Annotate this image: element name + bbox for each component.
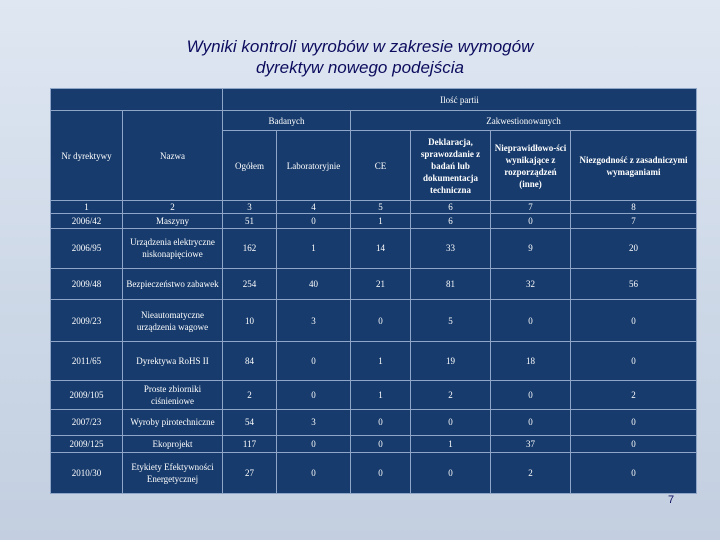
header-ilosc-partii: Ilość partii [223, 89, 697, 111]
cell-nr-dyrektywy: 2011/65 [51, 341, 123, 380]
cell-laboratoryjnie: 40 [277, 268, 351, 300]
cell-ce: 0 [351, 300, 411, 341]
cell-nazwa: Proste zbiorniki ciśnieniowe [123, 380, 223, 409]
cell-nieprawidlowosci: 0 [491, 214, 571, 229]
cell-deklaracja: 1 [411, 436, 491, 452]
cell-ce: 1 [351, 341, 411, 380]
table-row [51, 268, 697, 300]
header-badanych: Badanych [223, 111, 351, 131]
cell-ce: 0 [351, 409, 411, 436]
cell-nazwa: Nieautomatyczne urządzenia wagowe [123, 300, 223, 341]
cell-ogolem: 84 [223, 341, 277, 380]
cell-nazwa: Bezpieczeństwo zabawek [123, 268, 223, 300]
table-row [51, 380, 697, 409]
cell-niezgodnosc: 20 [571, 229, 697, 268]
cell-deklaracja: 0 [411, 409, 491, 436]
cell-niezgodnosc: 0 [571, 341, 697, 380]
cell-niezgodnosc: 2 [571, 380, 697, 409]
header-laboratoryjnie: Laboratoryjnie [277, 131, 351, 201]
cell-deklaracja: 81 [411, 268, 491, 300]
cell-ogolem: 51 [223, 214, 277, 229]
cell-ogolem: 254 [223, 268, 277, 300]
header-nazwa: Nazwa [123, 111, 223, 201]
cell-laboratoryjnie: 0 [277, 436, 351, 452]
cell-ogolem: 117 [223, 436, 277, 452]
cell-ce: 0 [351, 452, 411, 493]
table-row [51, 214, 697, 229]
table-row [51, 409, 697, 436]
cell-nr-dyrektywy: 2009/23 [51, 300, 123, 341]
cell-nieprawidlowosci: 0 [491, 409, 571, 436]
header-empty-cell [51, 89, 223, 111]
slide-title [60, 36, 660, 78]
cell-laboratoryjnie: 3 [277, 409, 351, 436]
header-deklaracja: Deklaracja, sprawozdanie z badań lub dokumentacja techniczna [411, 131, 491, 201]
cell-nazwa: Dyrektywa RoHS II [123, 341, 223, 380]
cell-ce: 1 [351, 214, 411, 229]
cell-nr-dyrektywy: 2006/42 [51, 214, 123, 229]
cell-niezgodnosc: 7 [571, 214, 697, 229]
cell-ogolem: 54 [223, 409, 277, 436]
cell-niezgodnosc: 0 [571, 409, 697, 436]
header-niezgodnosc: Niezgodność z zasadniczymi wymaganiami [571, 131, 697, 201]
cell-nieprawidlowosci: 9 [491, 229, 571, 268]
cell-nazwa: Urządzenia elektryczne niskonapięciowe [123, 229, 223, 268]
header-nieprawidlowosci: Nieprawidłowo-ści wynikające z rozporządzeń (inne) [491, 131, 571, 201]
cell-niezgodnosc: 0 [571, 300, 697, 341]
column-number: 5 [351, 201, 411, 214]
cell-nazwa: Ekoprojekt [123, 436, 223, 452]
cell-nr-dyrektywy: 2009/105 [51, 380, 123, 409]
header-ce: CE [351, 131, 411, 201]
cell-laboratoryjnie: 0 [277, 214, 351, 229]
header-zakwestionowanych: Zakwestionowanych [351, 111, 697, 131]
cell-deklaracja: 33 [411, 229, 491, 268]
cell-niezgodnosc: 56 [571, 268, 697, 300]
cell-nieprawidlowosci: 37 [491, 436, 571, 452]
table-row [51, 452, 697, 493]
cell-laboratoryjnie: 0 [277, 380, 351, 409]
cell-laboratoryjnie: 0 [277, 452, 351, 493]
column-number: 8 [571, 201, 697, 214]
cell-nr-dyrektywy: 2010/30 [51, 452, 123, 493]
table-row [51, 341, 697, 380]
cell-nieprawidlowosci: 0 [491, 300, 571, 341]
table-row [51, 436, 697, 452]
table-row [51, 229, 697, 268]
cell-laboratoryjnie: 0 [277, 341, 351, 380]
cell-nr-dyrektywy: 2009/48 [51, 268, 123, 300]
cell-deklaracja: 5 [411, 300, 491, 341]
header-row-1 [51, 89, 697, 111]
header-ogolem: Ogółem [223, 131, 277, 201]
cell-deklaracja: 0 [411, 452, 491, 493]
column-number: 6 [411, 201, 491, 214]
cell-laboratoryjnie: 3 [277, 300, 351, 341]
column-number: 1 [51, 201, 123, 214]
slide-title-line-2: dyrektyw nowego podejścia [256, 58, 464, 77]
cell-ce: 0 [351, 436, 411, 452]
inspection-results-table [50, 88, 697, 494]
column-number: 7 [491, 201, 571, 214]
cell-ogolem: 2 [223, 380, 277, 409]
cell-laboratoryjnie: 1 [277, 229, 351, 268]
cell-nr-dyrektywy: 2007/23 [51, 409, 123, 436]
cell-nieprawidlowosci: 18 [491, 341, 571, 380]
cell-nieprawidlowosci: 32 [491, 268, 571, 300]
column-number: 2 [123, 201, 223, 214]
cell-nr-dyrektywy: 2009/125 [51, 436, 123, 452]
slide-title-line-1: Wyniki kontroli wyrobów w zakresie wymogów [186, 37, 534, 56]
cell-ce: 14 [351, 229, 411, 268]
cell-nieprawidlowosci: 2 [491, 452, 571, 493]
cell-deklaracja: 2 [411, 380, 491, 409]
cell-niezgodnosc: 0 [571, 436, 697, 452]
cell-ce: 21 [351, 268, 411, 300]
page-number: 7 [668, 494, 675, 506]
cell-nazwa: Etykiety Efektywności Energetycznej [123, 452, 223, 493]
header-row-2 [51, 111, 697, 131]
column-number: 3 [223, 201, 277, 214]
column-number: 4 [277, 201, 351, 214]
cell-nazwa: Wyroby pirotechniczne [123, 409, 223, 436]
cell-ce: 1 [351, 380, 411, 409]
cell-ogolem: 10 [223, 300, 277, 341]
cell-niezgodnosc: 0 [571, 452, 697, 493]
header-nr-dyrektywy: Nr dyrektywy [51, 111, 123, 201]
cell-nazwa: Maszyny [123, 214, 223, 229]
column-number-row [51, 201, 697, 214]
cell-deklaracja: 19 [411, 341, 491, 380]
cell-nr-dyrektywy: 2006/95 [51, 229, 123, 268]
cell-nieprawidlowosci: 0 [491, 380, 571, 409]
table-row [51, 300, 697, 341]
cell-deklaracja: 6 [411, 214, 491, 229]
cell-ogolem: 27 [223, 452, 277, 493]
cell-ogolem: 162 [223, 229, 277, 268]
